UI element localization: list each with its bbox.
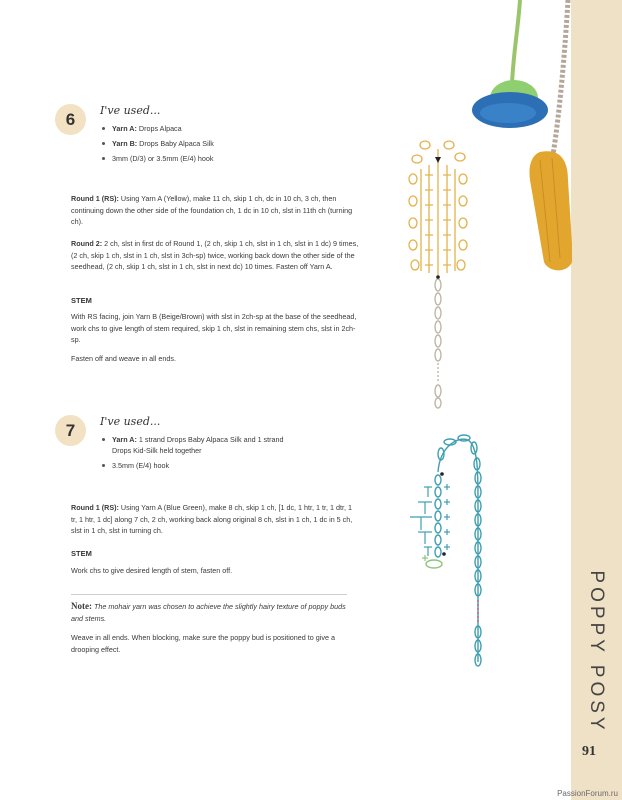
note-text: Note: The mohair yarn was chosen to achieve the slightly hairy texture of poppy buds and stems. <box>71 601 346 623</box>
materials-list-7 <box>100 434 295 475</box>
step-badge-6: 6 <box>55 104 86 135</box>
material-item: 3mm (D/3) or 3.5mm (E/4) hook <box>100 153 280 164</box>
used-title-7: I've used... <box>100 415 161 428</box>
stem-heading-7: STEM <box>71 549 92 558</box>
seedhead-chart-diagram <box>405 135 475 410</box>
chapter-title: POPPY POSY <box>586 570 607 734</box>
material-item: Yarn A: Drops Alpaca <box>100 123 280 134</box>
step-badge-7: 7 <box>55 415 86 446</box>
poppy-bud-chart-diagram <box>392 432 487 672</box>
used-title-6: I've used... <box>100 104 161 117</box>
weave-instructions-7: Weave in all ends. When blocking, make sure the poppy bud is positioned to give a drooping effect. <box>71 633 335 654</box>
stem-heading-6: STEM <box>71 296 92 305</box>
round2-instructions-6: Round 2: 2 ch, slst in first dc of Round 1, (2 ch, skip 1 ch, slst in 1 ch, slst in 1 dc) 9 times, (2 ch, skip 1 ch, slst in 1 ch, slst in 3ch-sp) twice, working back down the other side of the seedhead, (2 ch, skip 1 ch, slst in 1 ch, slst in next dc) 10 times. Fasten off Yarn A. <box>71 239 359 271</box>
material-item: 3.5mm (E/4) hook <box>100 460 295 471</box>
crochet-photo <box>468 0 572 275</box>
round1-instructions-7: Round 1 (RS): Using Yarn A (Blue Green), make 8 ch, skip 1 ch, [1 dc, 1 htr, 1 tr, 1 dtr, 1 tr, 1 htr, 1 dc] along 7 ch, 2 ch, working back along original 8 ch, slst in 1 ch, 1 dc in 5 ch, slst in 1 ch, slst in turning ch. <box>71 503 353 535</box>
material-item: Yarn B: Drops Baby Alpaca Silk <box>100 138 280 149</box>
material-item: Yarn A: 1 strand Drops Baby Alpaca Silk and 1 strand Drops Kid-Silk held together <box>100 434 295 456</box>
stem-instructions-6: With RS facing, join Yarn B (Beige/Brown) with slst in 2ch-sp at the base of the seedhead, work chs to give length of stem required, skip 1 ch, slst in remaining stem chs, slst in 2ch-sp. <box>71 312 357 344</box>
watermark: PassionForum.ru <box>557 789 618 798</box>
stem-instructions-7: Work chs to give desired length of stem, fasten off. <box>71 566 233 575</box>
materials-list-6 <box>100 123 280 168</box>
page-number: 91 <box>582 744 596 759</box>
note-divider <box>71 594 347 595</box>
fasten-instructions-6: Fasten off and weave in all ends. <box>71 354 176 363</box>
round1-instructions-6: Round 1 (RS): Using Yarn A (Yellow), make 11 ch, skip 1 ch, dc in 10 ch, 3 ch, then continuing down the other side of the foundation ch, 1 dc in 10 ch, slst in 11th ch (turning ch). <box>71 194 353 226</box>
